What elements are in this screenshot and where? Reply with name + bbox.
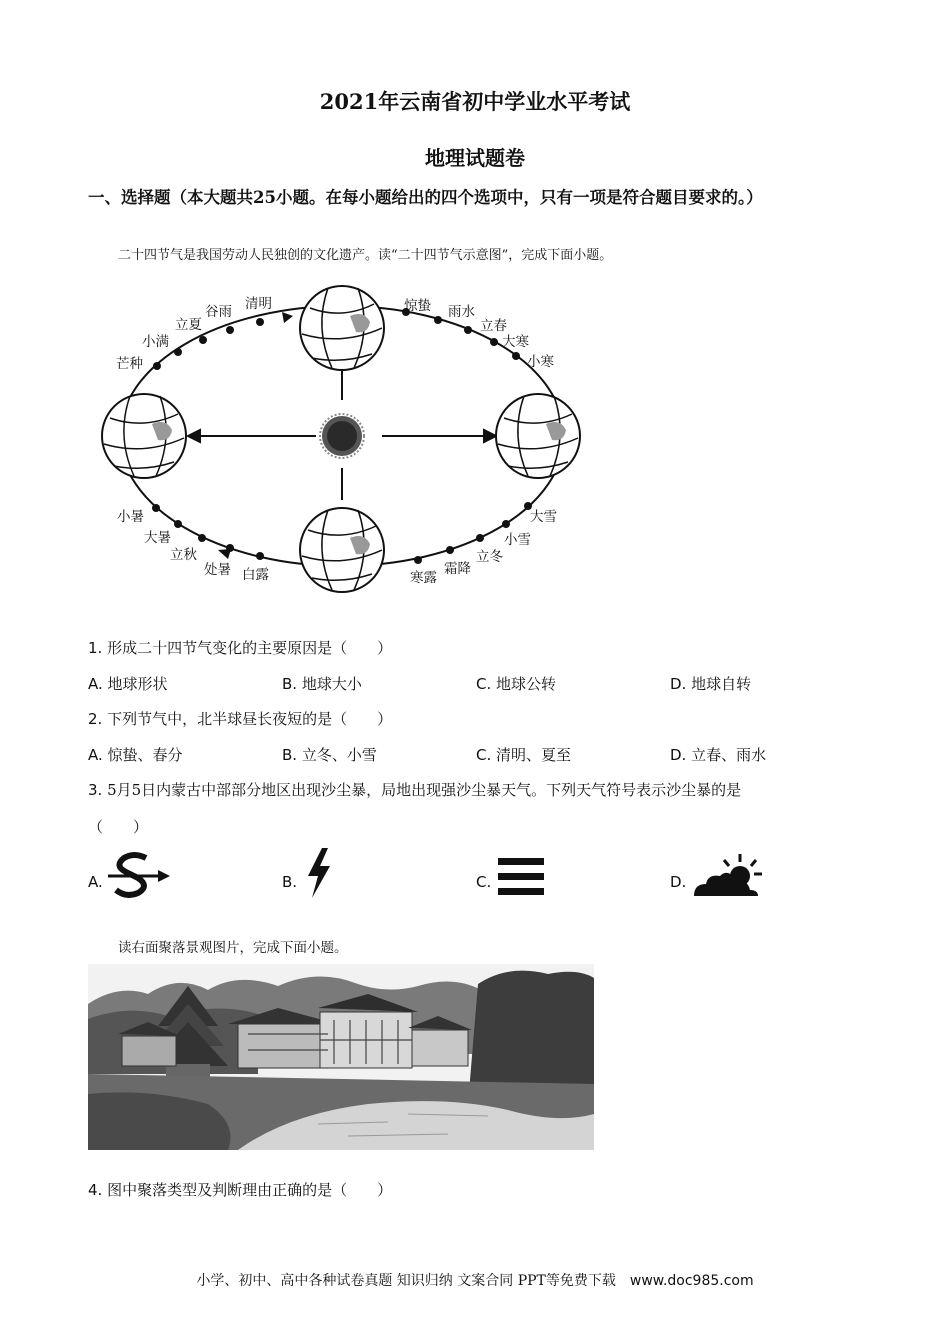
q1-option-d[interactable]: D. 地球自转 bbox=[670, 675, 752, 693]
page-footer bbox=[0, 1270, 950, 1290]
question-4: 4. 图中聚落类型及判断理由正确的是（ ） bbox=[88, 1181, 393, 1199]
q2-option-d[interactable]: D. 立春、雨水 bbox=[670, 746, 767, 764]
term-label: 小暑 bbox=[117, 509, 144, 525]
globe-bottom-icon bbox=[300, 508, 384, 592]
q2-option-a[interactable]: A. 惊蛰、春分 bbox=[88, 746, 183, 764]
term-label: 寒露 bbox=[410, 570, 437, 586]
question-2: 2. 下列节气中，北半球昼长夜短的是（ ） bbox=[88, 710, 393, 728]
term-label: 大雪 bbox=[530, 509, 557, 525]
globe-left-icon bbox=[102, 394, 186, 478]
term-label: 处暑 bbox=[204, 562, 231, 578]
footer-text: 小学、初中、高中各种试卷真题 知识归纳 文案合同 PPT等免费下载 bbox=[196, 1273, 616, 1289]
cloudy-sun-symbol-icon bbox=[692, 852, 766, 898]
term-label: 雨水 bbox=[448, 304, 475, 320]
term-label: 立冬 bbox=[476, 549, 503, 565]
q3-option-a[interactable]: A. bbox=[88, 873, 103, 891]
term-label: 芒种 bbox=[116, 356, 143, 372]
globe-right-icon bbox=[496, 394, 580, 478]
term-label: 立夏 bbox=[175, 317, 202, 333]
term-label: 惊蛰 bbox=[404, 298, 431, 314]
settlement-landscape-image bbox=[88, 964, 594, 1150]
term-label: 小寒 bbox=[527, 354, 554, 370]
exam-title: 2021年云南省初中学业水平考试 bbox=[319, 89, 631, 114]
lightning-symbol-icon bbox=[302, 846, 336, 900]
globe-top-icon bbox=[300, 286, 384, 370]
intro-settlement: 读右面聚落景观图片，完成下面小题。 bbox=[118, 940, 348, 956]
footer-url[interactable]: www.doc985.com bbox=[629, 1273, 754, 1289]
q1-option-a[interactable]: A. 地球形状 bbox=[88, 675, 168, 693]
term-label: 大寒 bbox=[502, 334, 529, 350]
sandstorm-symbol-icon bbox=[106, 850, 172, 900]
q3-option-b[interactable]: B. bbox=[282, 873, 298, 891]
fog-symbol-icon bbox=[498, 856, 546, 898]
term-label: 清明 bbox=[245, 296, 272, 312]
q1-option-b[interactable]: B. 地球大小 bbox=[282, 675, 362, 693]
term-label: 小雪 bbox=[504, 532, 531, 548]
orbit-arrow bbox=[282, 312, 293, 323]
term-label: 立春 bbox=[480, 318, 507, 334]
term-label: 小满 bbox=[142, 334, 169, 350]
term-label: 谷雨 bbox=[205, 304, 232, 320]
term-label: 大暑 bbox=[144, 530, 171, 546]
question-number: 1. bbox=[88, 639, 103, 657]
question-3-paren: （ ） bbox=[88, 818, 149, 836]
q3-option-d[interactable]: D. bbox=[670, 873, 687, 891]
intro-solar-terms: 二十四节气是我国劳动人民独创的文化遗产。读“二十四节气示意图”，完成下面小题。 bbox=[118, 248, 613, 263]
solar-terms-diagram bbox=[88, 268, 608, 608]
question-1 bbox=[88, 637, 392, 658]
paper-subtitle: 地理试题卷 bbox=[425, 146, 525, 170]
q2-option-b[interactable]: B. 立冬、小雪 bbox=[282, 746, 377, 764]
term-label: 霜降 bbox=[444, 561, 471, 577]
term-label: 立秋 bbox=[170, 547, 197, 563]
q1-option-c[interactable]: C. 地球公转 bbox=[476, 675, 557, 693]
question-text: 形成二十四节气变化的主要原因是（ ） bbox=[107, 639, 393, 657]
q3-option-c[interactable]: C. bbox=[476, 873, 492, 891]
section-heading: 一、选择题（本大题共25小题。在每小题给出的四个选项中，只有一项是符合题目要求的。） bbox=[88, 188, 763, 207]
question-3: 3. 5月5日内蒙古中部部分地区出现沙尘暴，局地出现强沙尘暴天气。下列天气符号表示沙尘暴的是 bbox=[88, 781, 742, 799]
term-label: 白露 bbox=[242, 567, 269, 583]
q2-option-c[interactable]: C. 清明、夏至 bbox=[476, 746, 572, 764]
sun-icon bbox=[320, 414, 364, 458]
